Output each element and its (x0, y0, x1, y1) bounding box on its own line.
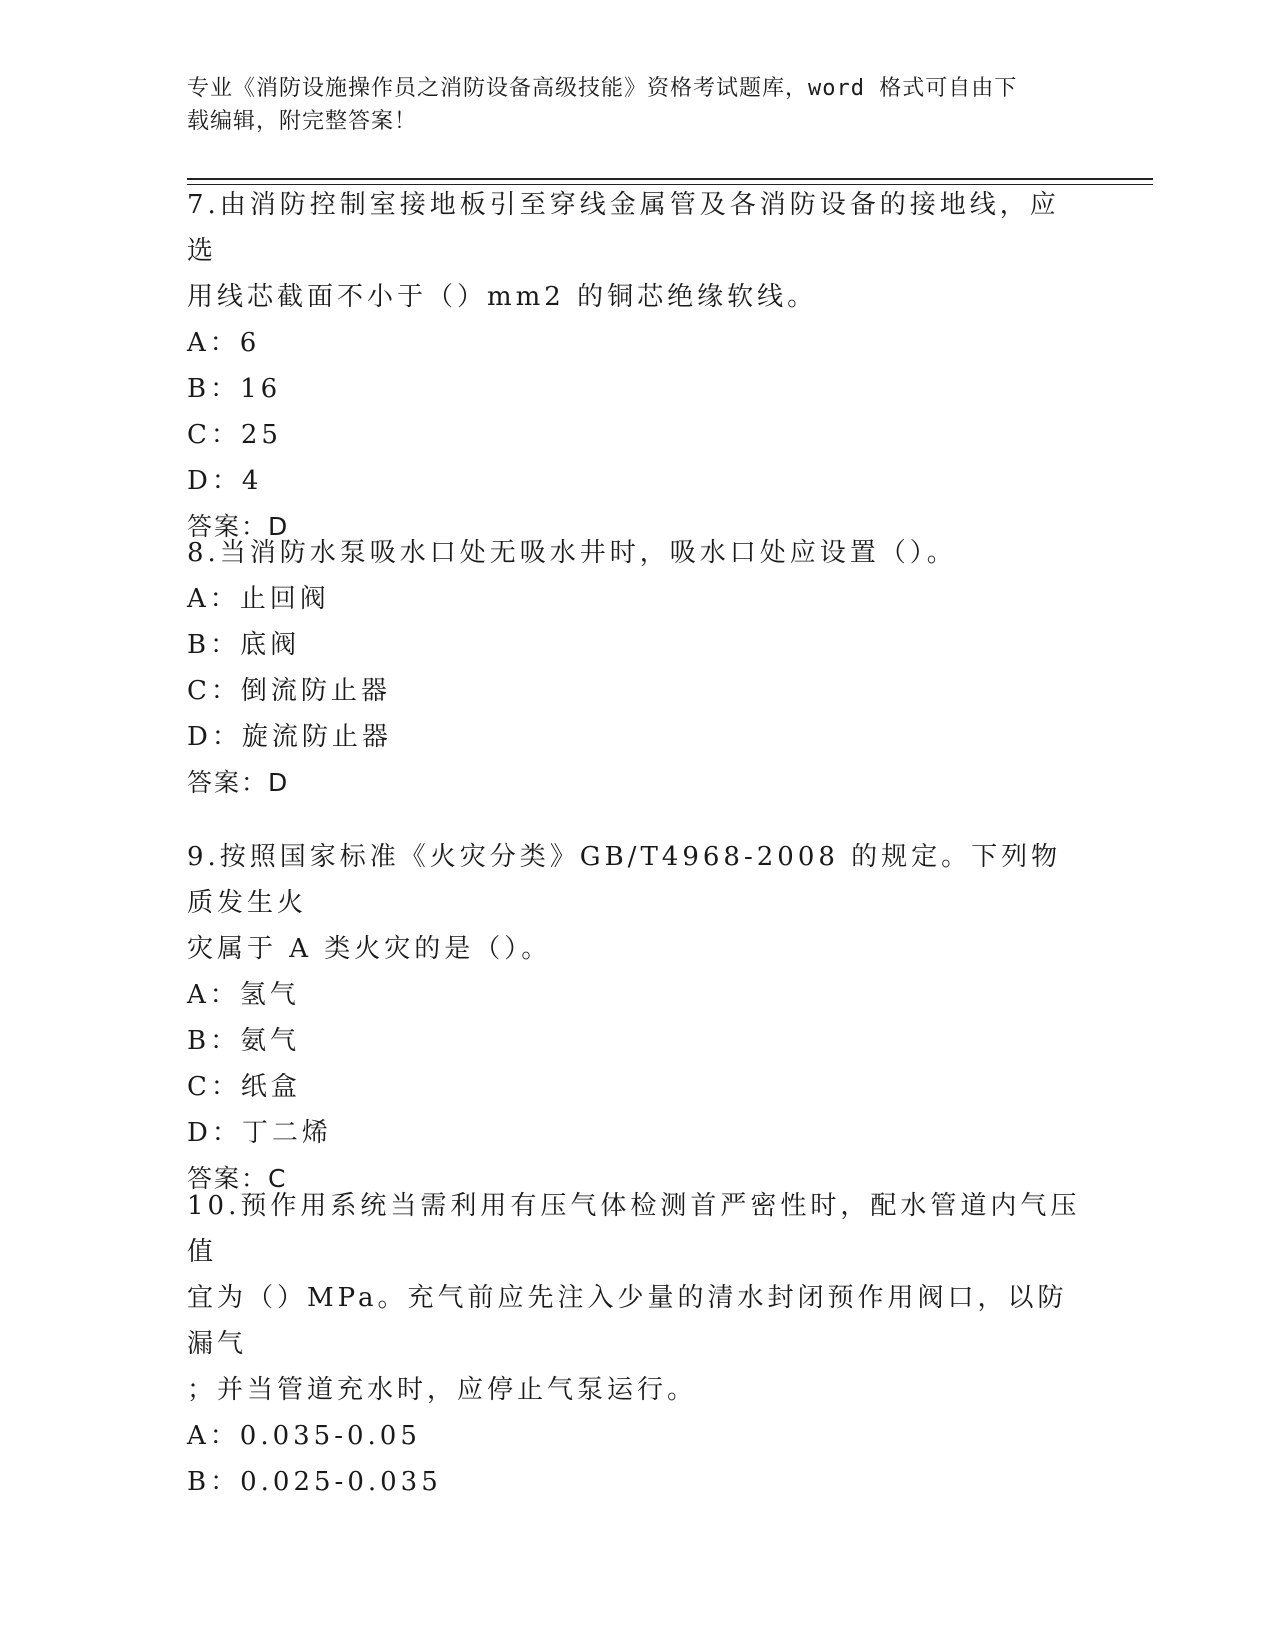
question-8 (187, 530, 1087, 806)
header-divider (187, 178, 1153, 180)
question-stem-line: 灾属于 A 类火灾的是（）。 (187, 934, 552, 964)
option-b: B：底阀 (187, 630, 301, 660)
header-line: 载编辑，附完整答案！ (187, 109, 418, 134)
option-b: B：0.025-0.035 (187, 1467, 442, 1497)
question-stem-line: 9.按照国家标准《火灾分类》GB/T4968-2008 的规定。下列物质发生火 (187, 842, 1062, 918)
question-stem-line: 8.当消防水泵吸水口处无吸水井时，吸水口处应设置（）。 (187, 538, 957, 568)
question-stem-line: 用线芯截面不小于（）mm2 的铜芯绝缘软线。 (187, 282, 818, 312)
option-d: D：旋流防止器 (187, 722, 392, 752)
answer: 答案：C (187, 1164, 288, 1193)
question-stem-line: 10.预作用系统当需利用有压气体检测首严密性时，配水管道内气压值 (187, 1191, 1081, 1267)
option-c: C：纸盒 (187, 1072, 301, 1102)
answer: 答案：D (187, 512, 290, 541)
question-stem-line: 宜为（）MPa。充气前应先注入少量的清水封闭预作用阀口，以防漏气 (187, 1283, 1068, 1359)
question-9 (187, 834, 1087, 1202)
option-b: B：氨气 (187, 1026, 301, 1056)
header-line: 专业《消防设施操作员之消防设备高级技能》资格考试题库，word 格式可自由下 (187, 76, 1018, 101)
option-d: D：丁二烯 (187, 1118, 332, 1148)
option-a: A：氢气 (187, 980, 300, 1010)
question-7 (187, 182, 1087, 550)
option-a: A：止回阀 (187, 584, 330, 614)
option-c: C：25 (187, 420, 282, 450)
question-stem-line: 7.由消防控制室接地板引至穿线金属管及各消防设备的接地线，应选 (187, 190, 1060, 266)
document-header (187, 72, 1087, 138)
option-d: D：4 (187, 466, 263, 496)
option-b: B：16 (187, 374, 282, 404)
answer: 答案：D (187, 768, 290, 797)
option-a: A：6 (187, 328, 261, 358)
question-10 (187, 1183, 1087, 1505)
option-c: C：倒流防止器 (187, 676, 391, 706)
option-a: A：0.035-0.05 (187, 1421, 421, 1451)
question-stem-line: ；并当管道充水时，应停止气泵运行。 (187, 1375, 698, 1405)
